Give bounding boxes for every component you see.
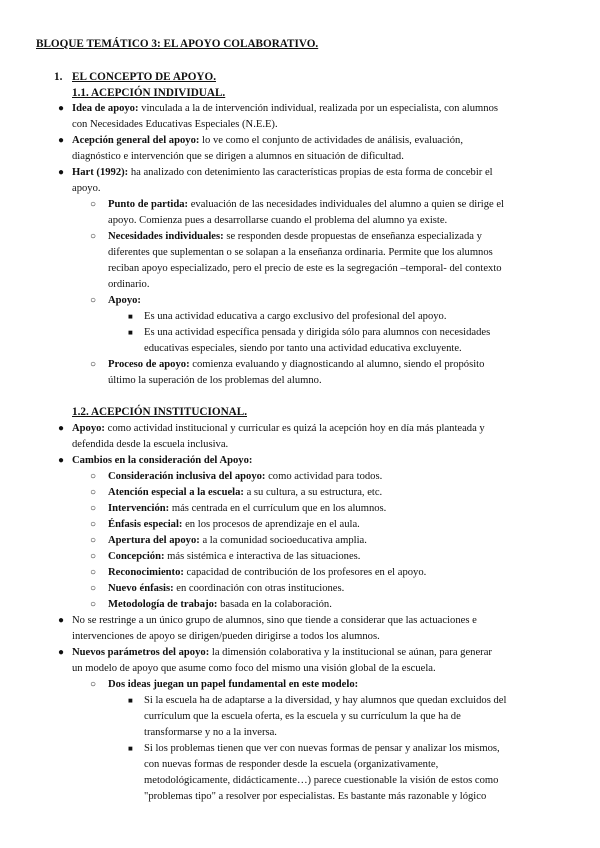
subsection-1-1-heading: 1.1. ACEPCIÓN INDIVIDUAL. [72, 87, 226, 99]
list-item-line: con nuevas formas de responder desde la escuela (organizativamente, [144, 759, 439, 770]
list-item: Apoyo: [108, 295, 141, 306]
bullet-circle-icon: ○ [90, 503, 97, 514]
list-item: Nuevos parámetros del apoyo: la dimensión colaborativa y la institucional se aúnan, para generar [72, 647, 492, 658]
bullet-disc-icon: ● [58, 135, 65, 146]
list-item: Apertura del apoyo: a la comunidad socioeducativa amplia. [108, 535, 367, 546]
list-item: Metodología de trabajo: basada en la colaboración. [108, 599, 332, 610]
bullet-disc-icon: ● [58, 647, 65, 658]
bullet-circle-icon: ○ [90, 551, 97, 562]
bullet-disc-icon: ● [58, 615, 65, 626]
list-item: Necesidades individuales: se responden desde propuestas de enseñanza especializada y [108, 231, 482, 242]
list-item: Dos ideas juegan un papel fundamental en este modelo: [108, 679, 359, 690]
list-item-line: intervenciones de apoyo se dirigen/pueden dirigirse a todos los alumnos. [72, 631, 380, 642]
list-item: Es una actividad educativa a cargo exclusivo del profesional del apoyo. [144, 311, 447, 322]
list-item-line: metodológicamente, didácticamente…) parece cuestionable la visión de estos como [144, 775, 499, 786]
list-item: Atención especial a la escuela: a su cultura, a su estructura, etc. [108, 487, 383, 498]
bullet-square-icon: ■ [128, 696, 133, 705]
list-item-line: educativas especiales, siendo por tanto una actividad educativa excluyente. [144, 343, 462, 354]
list-item-line: transformarse y no a la inversa. [144, 727, 277, 738]
bullet-circle-icon: ○ [90, 231, 97, 242]
list-item: Consideración inclusiva del apoyo: como actividad para todos. [108, 471, 383, 482]
bullet-circle-icon: ○ [90, 295, 97, 306]
section-1-number: 1. [54, 71, 63, 83]
list-item-line: con Necesidades Educativas Especiales (N.E.E). [72, 119, 278, 130]
list-item: Es una actividad específica pensada y dirigida sólo para alumnos con necesidades [144, 327, 491, 338]
bullet-circle-icon: ○ [90, 519, 97, 530]
list-item: Nuevo énfasis: en coordinación con otras instituciones. [108, 583, 345, 594]
bullet-circle-icon: ○ [90, 599, 97, 610]
list-item: Acepción general del apoyo: lo ve como el conjunto de actividades de análisis, evaluación, [72, 135, 463, 146]
bullet-disc-icon: ● [58, 103, 65, 114]
list-item-line: reciban apoyo especializado, pero el precio de este es la segregación –temporal- del contexto [108, 263, 502, 274]
bullet-circle-icon: ○ [90, 359, 97, 370]
bullet-circle-icon: ○ [90, 487, 97, 498]
list-item-line: currículum que la escuela oferta, es la escuela y su currículum la que ha de [144, 711, 461, 722]
list-item: Énfasis especial: en los procesos de aprendizaje en el aula. [108, 519, 360, 530]
list-item: Punto de partida: evaluación de las necesidades individuales del alumno a quien se dirige el [108, 199, 505, 210]
bullet-disc-icon: ● [58, 423, 65, 434]
list-item-line: "problemas tipo" a resolver por especialistas. Es bastante más razonable y lógico [144, 791, 487, 802]
bullet-disc-icon: ● [58, 167, 65, 178]
list-item: Reconocimiento: capacidad de contribución de los profesores en el apoyo. [108, 567, 427, 578]
list-item-line: último la superación de los problemas del alumno. [108, 375, 322, 386]
bullet-square-icon: ■ [128, 744, 133, 753]
list-item: Si los problemas tienen que ver con nuevas formas de pensar y analizar los mismos, [144, 743, 500, 754]
list-item: Intervención: más centrada en el currículum que en los alumnos. [108, 503, 387, 514]
list-item-line: apoyo. Comienza pues a desarrollarse cuando el problema del alumno ya existe. [108, 215, 448, 226]
list-item-line: diagnóstico e intervención que se dirigen a alumnos en situación de dificultad. [72, 151, 404, 162]
list-item: Proceso de apoyo: comienza evaluando y diagnosticando al alumno, siendo el propósito [108, 359, 485, 370]
list-item: Concepción: más sistémica e interactiva de las situaciones. [108, 551, 361, 562]
bullet-circle-icon: ○ [90, 679, 97, 690]
list-item-line: diferentes que suplementan o se solapan a la enseñanza ordinaria. Permite que los alumnos [108, 247, 493, 258]
list-item: No se restringe a un único grupo de alumnos, sino que tiende a considerar que las actuaciones e [72, 615, 477, 626]
bullet-circle-icon: ○ [90, 535, 97, 546]
section-1-heading: EL CONCEPTO DE APOYO. [72, 71, 217, 83]
bullet-circle-icon: ○ [90, 471, 97, 482]
list-item-line: un modelo de apoyo que asume como foco del mismo una visión global de la escuela. [72, 663, 436, 674]
bullet-square-icon: ■ [128, 328, 133, 337]
list-item: Hart (1992): ha analizado con detenimiento las características propias de esta forma de concebir el [72, 167, 493, 178]
list-item: Cambios en la consideración del Apoyo: [72, 455, 253, 466]
list-item-line: ordinario. [108, 279, 150, 290]
bullet-disc-icon: ● [58, 455, 65, 466]
list-item: Idea de apoyo: vinculada a la de intervención individual, realizada por un especialista, con alumnos [72, 103, 498, 114]
list-item-line: defendida desde la escuela inclusiva. [72, 439, 229, 450]
list-item: Apoyo: como actividad institucional y curricular es quizá la acepción hoy en día más planteada y [72, 423, 485, 434]
bullet-circle-icon: ○ [90, 583, 97, 594]
bullet-circle-icon: ○ [90, 199, 97, 210]
document-title: BLOQUE TEMÁTICO 3: EL APOYO COLABORATIVO. [36, 38, 319, 50]
bullet-square-icon: ■ [128, 312, 133, 321]
list-item-line: apoyo. [72, 183, 101, 194]
bullet-circle-icon: ○ [90, 567, 97, 578]
subsection-1-2-heading: 1.2. ACEPCIÓN INSTITUCIONAL. [72, 406, 247, 418]
list-item: Si la escuela ha de adaptarse a la diversidad, y hay alumnos que quedan excluidos del [144, 695, 507, 706]
